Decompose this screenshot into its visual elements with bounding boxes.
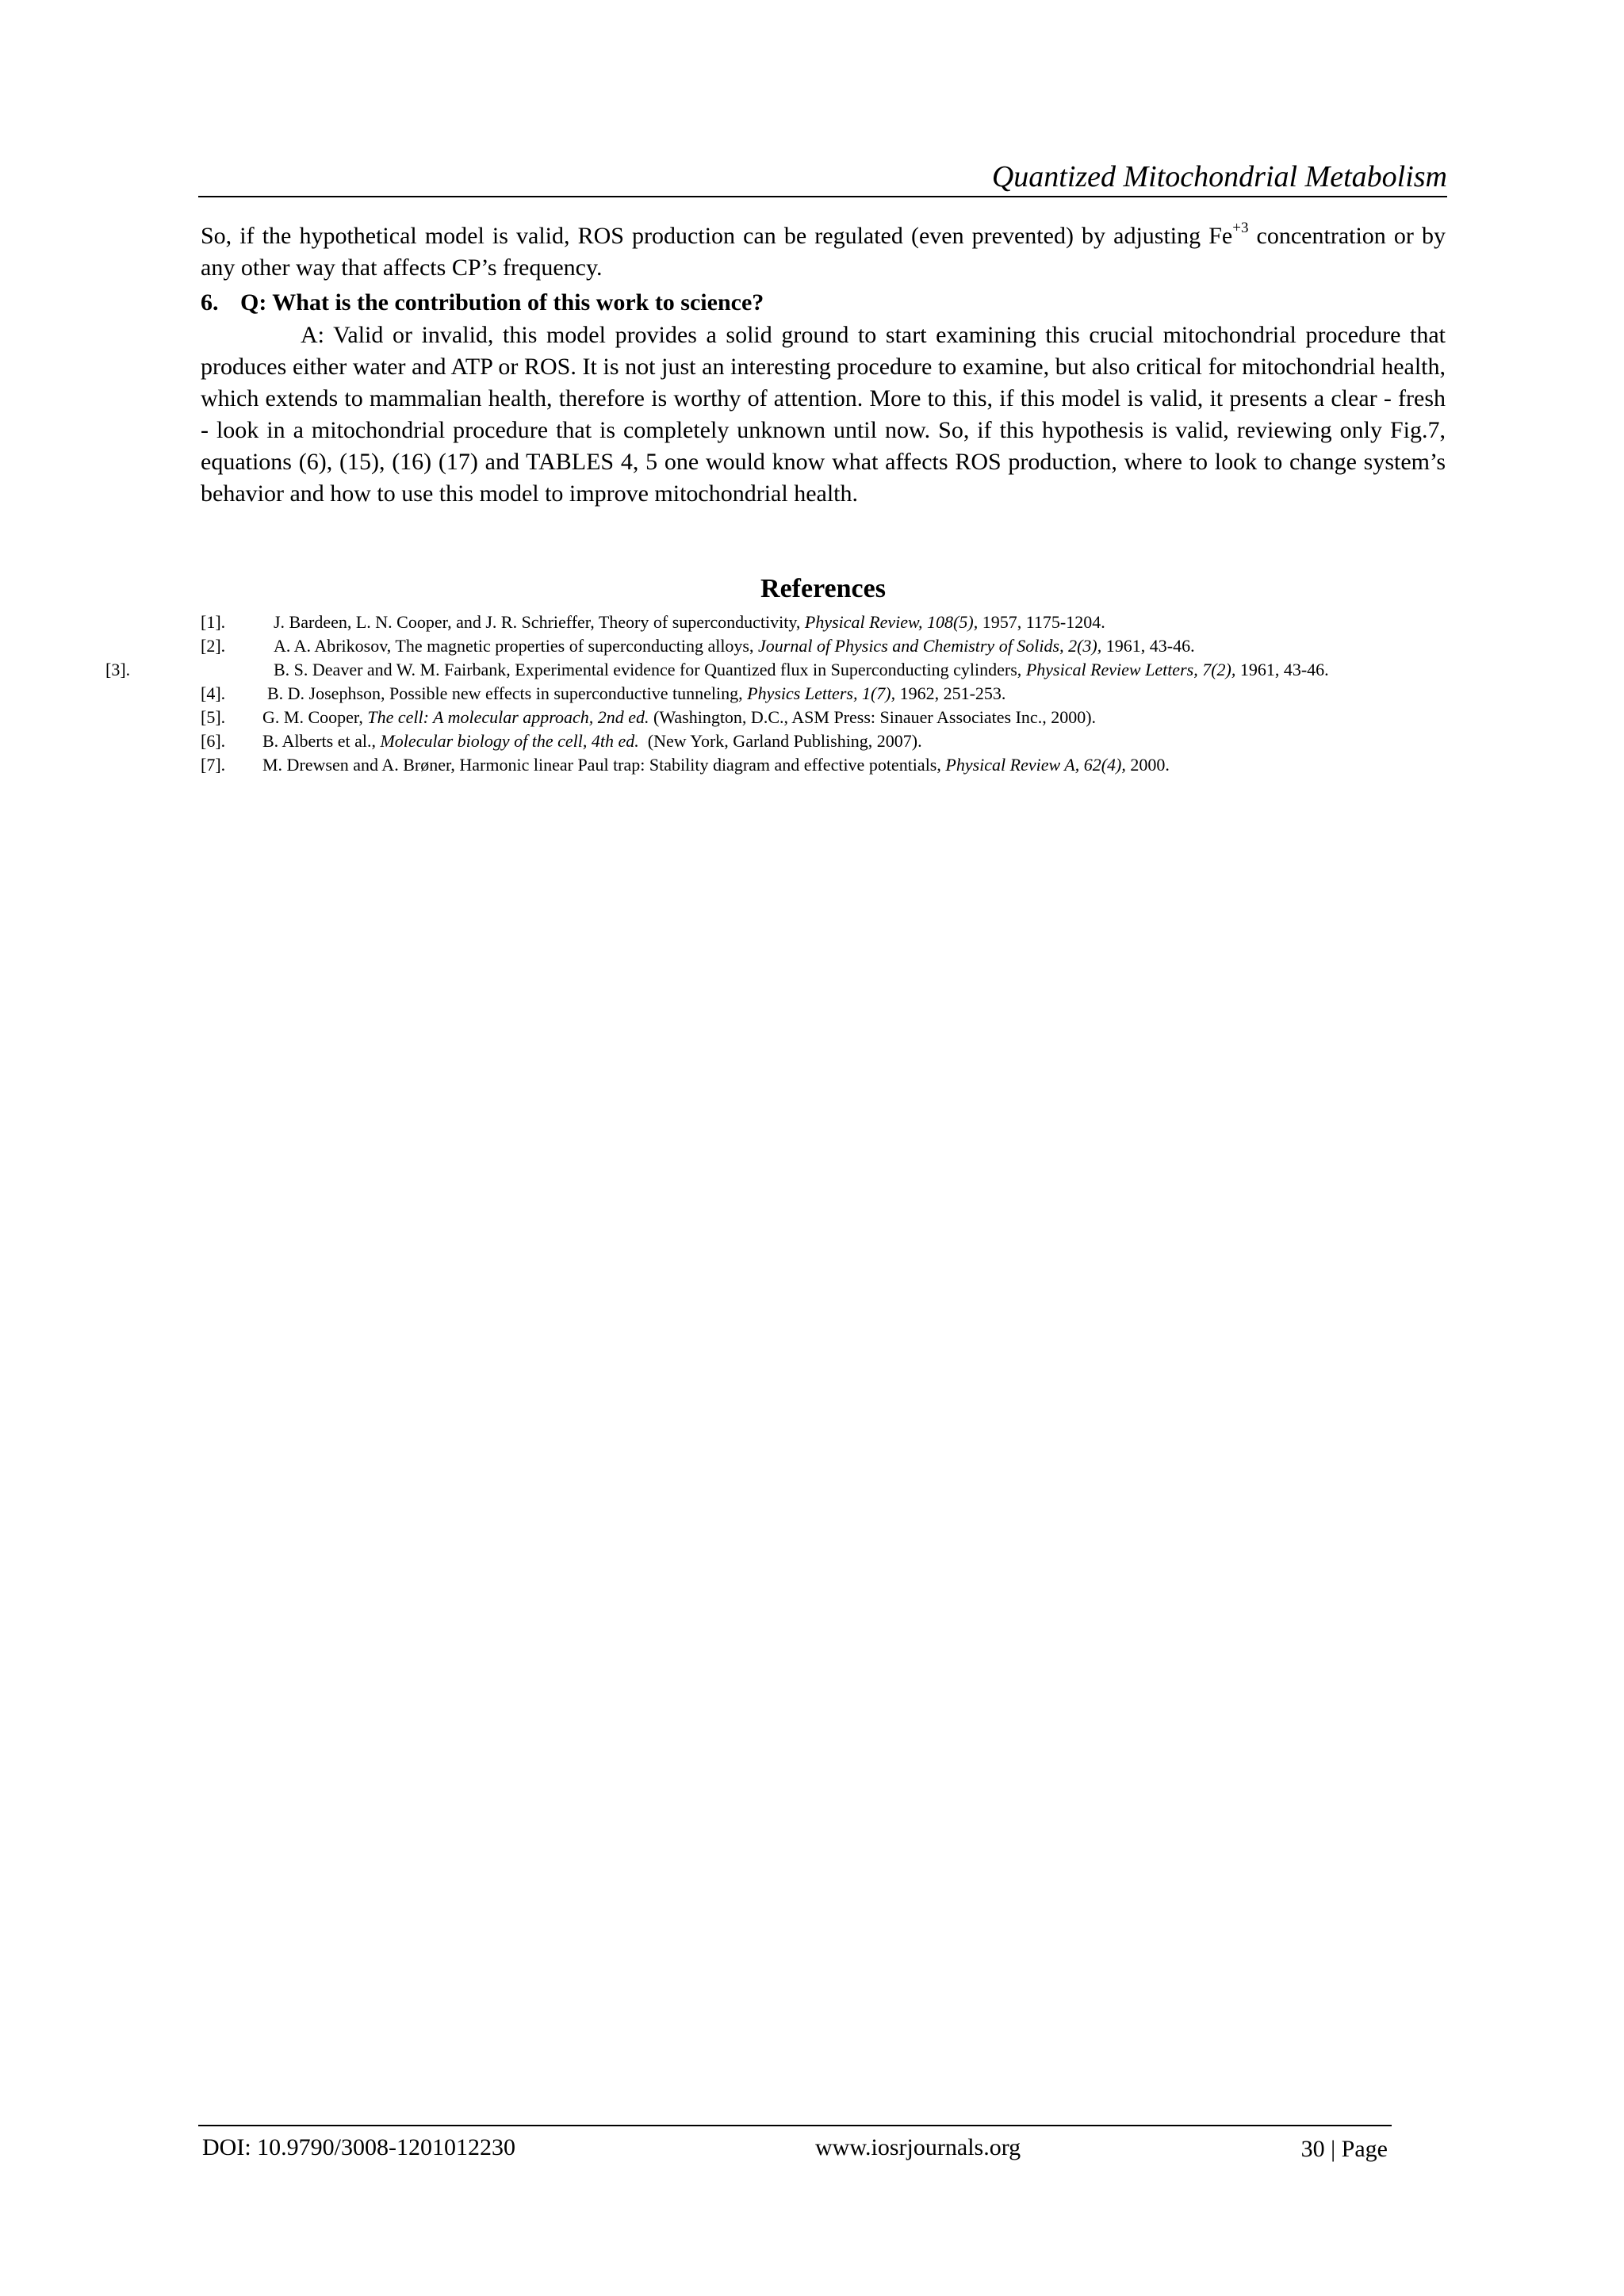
reference-list <box>105 610 1447 777</box>
reference-number: [1]. <box>201 612 226 632</box>
reference-text: J. Bardeen, L. N. Cooper, and J. R. Schrieffer, Theory of superconductivity, <box>274 612 805 632</box>
reference-journal: Journal of Physics and Chemistry of Solids, 2(3), <box>758 636 1102 656</box>
reference-journal: Physical Review, 108(5), <box>804 612 979 632</box>
reference-details: 1961, 43-46. <box>1235 660 1329 679</box>
reference-item-1 <box>201 610 1447 634</box>
reference-number: [4]. <box>201 683 226 703</box>
iron-charge-superscript: +3 <box>1232 220 1249 236</box>
page-footer <box>198 2125 1392 2174</box>
reference-book-title: The cell: A molecular approach, 2nd ed. <box>367 707 649 727</box>
references-heading: References <box>760 574 886 603</box>
reference-number: [2]. <box>201 636 226 656</box>
question-heading <box>201 289 764 316</box>
running-header <box>198 155 1447 197</box>
reference-text: B. S. Deaver and W. M. Fairbank, Experimental evidence for Quantized flux in Superconducting cylinders, <box>274 660 1026 679</box>
reference-details: (Washington, D.C., ASM Press: Sinauer Associates Inc., 2000). <box>649 707 1097 727</box>
question-number: 6. <box>201 289 219 316</box>
reference-text: G. M. Cooper, <box>262 707 368 727</box>
reference-book-title: Molecular biology of the cell, 4th ed. <box>380 731 639 751</box>
reference-details: (New York, Garland Publishing, 2007). <box>638 731 922 751</box>
reference-item-2 <box>201 634 1447 658</box>
reference-text: B. D. Josephson, Possible new effects in superconductive tunneling, <box>267 683 748 703</box>
footer-doi: DOI: 10.9790/3008-1201012230 <box>202 2134 515 2160</box>
reference-item-5 <box>201 706 1447 729</box>
footer-website-link[interactable]: www.iosrjournals.org <box>815 2134 1021 2160</box>
answer-paragraph: A: Valid or invalid, this model provides a solid ground to start examining this crucial mitochondrial procedure that produces either water and ATP or ROS. It is not just an interesting procedure to examine, but also critical for mitochondrial health, which extends to mammalian health, therefore is worthy of attention. More to this, if this model is valid, it presents a clear - fresh - look in a mitochondrial procedure that is completely unknown until now. So, if this hypothesis is valid, reviewing only Fig.7, equations (6), (15), (16) (17) and TABLES 4, 5 one would know what affects ROS production, where to look to change system’s behavior and how to use this model to improve mitochondrial health. <box>201 322 1446 507</box>
reference-item-4 <box>201 682 1447 706</box>
paragraph-1-text: So, if the hypothetical model is valid, ROS production can be regulated (even prevented) by adjusting Fe <box>201 223 1233 249</box>
reference-number: [6]. <box>201 731 226 751</box>
question-text: Q: What is the contribution of this work to science? <box>240 289 764 316</box>
reference-details: 1962, 251-253. <box>895 683 1006 703</box>
reference-number: [7]. <box>201 755 226 775</box>
reference-journal: Physical Review Letters, 7(2), <box>1025 660 1236 679</box>
reference-text: M. Drewsen and A. Brøner, Harmonic linear Paul trap: Stability diagram and effective potentials, <box>262 755 946 775</box>
paragraph-1-continued: concentration or by any other way that affects CP’s frequency. <box>201 223 1446 281</box>
reference-details: 2000. <box>1125 755 1170 775</box>
reference-details: 1957, 1175-1204. <box>978 612 1105 632</box>
reference-journal: Physical Review A, 62(4), <box>945 755 1126 775</box>
reference-number: [5]. <box>201 707 226 727</box>
header-title: Quantized Mitochondrial Metabolism <box>991 160 1447 193</box>
reference-text: A. A. Abrikosov, The magnetic properties of superconducting alloys, <box>274 636 758 656</box>
reference-text: B. Alberts et al., <box>262 731 381 751</box>
footer-page-number: 30 | Page <box>1300 2136 1388 2162</box>
reference-journal: Physics Letters, 1(7), <box>747 683 896 703</box>
reference-item-7 <box>201 753 1447 777</box>
reference-item-6 <box>201 729 1447 753</box>
reference-item-3 <box>105 658 1447 682</box>
reference-number: [3]. <box>105 660 131 679</box>
reference-details: 1961, 43-46. <box>1101 636 1195 656</box>
paragraph-ros-regulation <box>201 220 1446 284</box>
